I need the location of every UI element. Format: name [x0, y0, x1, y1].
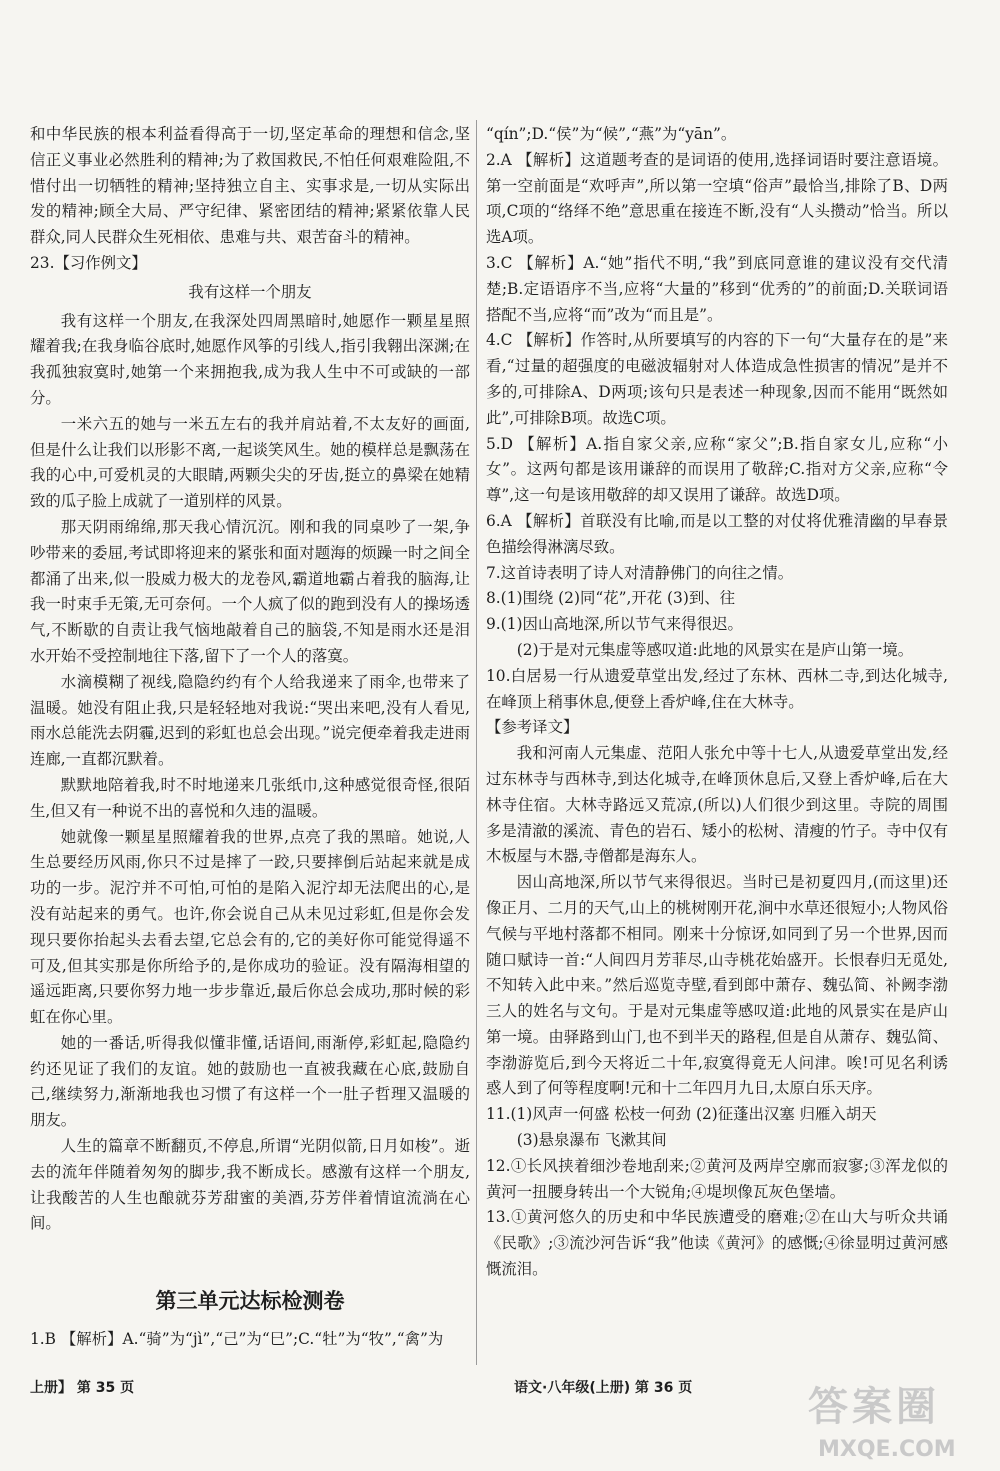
answer-7: 7.这首诗表明了诗人对清静佛门的向往之情。 [486, 563, 794, 582]
reference-translation-label: 【参考译文】 [486, 718, 579, 737]
footer-right-page-number: 语文·八年级(上册) 第 36 页 [514, 1380, 693, 1396]
answer-13: 13.①黄河悠久的历史和中华民族遭受的磨难;②在山大与听众共诵《民歌》;③流沙河告诉“我”他读《黄河》的感慨;④徐显明过黄河感慨流泪。 [486, 1208, 948, 1279]
column-divider [476, 120, 477, 1365]
right-column [486, 122, 948, 1283]
section-title: 第三单元达标检测卷 [155, 1289, 345, 1314]
essay-paragraph: 水滴模糊了视线,隐隐约约有个人给我递来了雨伞,也带来了温暖。她没有阻止我,只是轻轻地对我说:“哭出来吧,没有人看见,雨水总能洗去阴霾,迟到的彩虹也总会出现。”说完便牵着我走进雨连廊,一直都沉默着。 [30, 672, 470, 769]
answer-9-part-2: (2)于是对元集虚等感叹道:此地的风景实在是庐山第一境。 [516, 640, 914, 659]
translation-paragraph: 因山高地深,所以节气来得很迟。当时已是初夏四月,(而这里)还像正月、二月的天气,山上的桃树刚开花,涧中水草还很短小;人物风俗气候与平地村落都不相同。刚来十分惊讶,如同到了另一个世界,因而随口赋诗一首:“人间四月芳菲尽,山寺桃花始盛开。长恨春归无觅处,不知转入此中来。”然后巡览寺壁,看到郎中萧存、魏弘简、补阙李渤三人的姓名与文句。于是对元集虚等感叹道:此地的风景实在是庐山第一境。由驿路到山门,也不到半天的路程,但是自从萧存、魏弘简、李渤游览后,到今天将近二十年,寂寞得竟无人问津。唉!可见名利诱惑人到了何等程度啊!元和十二年四月九日,太原白乐天序。 [486, 873, 948, 1098]
footer-left-page-number: 上册】 第 35 页 [30, 1380, 135, 1396]
left-column [30, 122, 470, 1353]
watermark-url: MXQE.COM [818, 1437, 956, 1462]
essay-paragraph: 一米六五的她与一米五左右的我并肩站着,不太友好的画面,但是什么让我们以形影不离,一起谈笑风生。她的模样总是飘荡在我的心中,可爱机灵的大眼睛,两颗尖尖的牙齿,挺立的鼻梁在她精致的瓜子脸上成就了一道别样的风景。 [30, 414, 470, 511]
answer-8: 8.(1)围绕 (2)同“花”,开花 (3)到、往 [486, 589, 736, 608]
answer-11-part-1: 11.(1)风声一何盛 松枝一何劲 (2)征蓬出汉塞 归雁入胡天 [486, 1105, 877, 1124]
translation-paragraph: 我和河南人元集虚、范阳人张允中等十七人,从遗爱草堂出发,经过东林寺与西林寺,到达化城寺,在峰顶休息后,又登上香炉峰,后在大林寺住宿。大林寺路远又荒凉,(所以)人们很少到这里。寺院的周围多是清澈的溪流、青色的岩石、矮小的松树、清瘦的竹子。寺中仅有木板屋与木器,寺僧都是海东人。 [486, 744, 948, 866]
answer-continuation: 和中华民族的根本利益看得高于一切,坚定革命的理想和信念,坚信正义事业必然胜利的精神;为了救国救民,不怕任何艰难险阻,不惜付出一切牺牲的精神;坚持独立自主、实事求是,一切从实际出发的精神;顾全大局、严守纪律、紧密团结的精神;紧紧依靠人民群众,同人民群众生死相依、患难与共、艰苦奋斗的精神。 [30, 125, 470, 247]
question-23-label: 23.【习作例文】 [30, 253, 147, 272]
essay-paragraph: 我有这样一个朋友,在我深处四周黑暗时,她愿作一颗星星照耀着我;在我身临谷底时,她愿作风筝的引线人,指引我翱出深渊;在我孤独寂寞时,她第一个来拥抱我,成为我人生中不可或缺的一部分。 [30, 311, 470, 407]
answer-3: 3.C 【解析】A.“她”指代不明,“我”到底同意谁的建议没有交代清楚;B.定语语序不当,应将“大量的”移到“优秀的”的前面;D.关联词语搭配不当,应将“而”改为“而且是”。 [486, 253, 948, 324]
essay-paragraph: 那天阴雨绵绵,那天我心情沉沉。刚和我的同桌吵了一架,争吵带来的委屈,考试即将迎来的紧张和面对题海的烦躁一时之间全都涌了出来,似一股威力极大的龙卷风,霸道地霸占着我的脑海,让我一时束手无策,无可奈何。一个人疯了似的跑到没有人的操场透气,不断歇的自责让我气恼地敲着自己的脑袋,不知是雨水还是泪水开始不受控制地往下落,留下了一个人的落寞。 [30, 517, 470, 665]
answer-4: 4.C 【解析】作答时,从所要填写的内容的下一句“大量存在的是”来看,“过量的超强度的电磁波辐射对人体造成急性损害的情况”是并不多的,可排除A、D两项;该句只是表述一种现象,因而不能用“既然如此”,可排除B项。故选C项。 [486, 331, 948, 427]
answer-11-part-2: (3)悬泉瀑布 飞漱其间 [516, 1131, 667, 1150]
answer-1: 1.B 【解析】A.“骑”为“jì”,“己”为“巳”;C.“牡”为“牧”,“禽”为 [30, 1330, 444, 1349]
answer-9-part-1: 9.(1)因山高地深,所以节气来得很迟。 [486, 615, 743, 634]
watermark-logo [780, 1375, 980, 1465]
essay-title: 我有这样一个朋友 [188, 282, 312, 301]
answer-1-continuation: “qín”;D.“侯”为“候”,“燕”为“yān”。 [486, 125, 737, 143]
essay-paragraph: 她的一番话,听得我似懂非懂,话语间,雨渐停,彩虹起,隐隐约约还见证了我们的友谊。她的鼓励也一直被我藏在心底,鼓励自己,继续努力,渐渐地我也习惯了有这样一个一肚子哲理又温暖的朋友。 [30, 1033, 470, 1130]
answer-5: 5.D 【解析】A.指自家父亲,应称“家父”;B.指自家女儿,应称“小女”。这两句都是该用谦辞的而误用了敬辞;C.指对方父亲,应称“令尊”,这一句是该用敬辞的却又误用了谦辞。故选D项。 [486, 434, 948, 505]
essay-paragraph: 人生的篇章不断翻页,不停息,所谓“光阴似箭,日月如梭”。逝去的流年伴随着匆匆的脚步,我不断成长。感激有这样一个朋友,让我酸苦的人生也酿就芬芳甜蜜的美酒,芬芳伴着情谊流淌在心间。 [30, 1137, 470, 1233]
essay-paragraph: 默默地陪着我,时不时地递来几张纸巾,这种感觉很奇怪,很陌生,但又有一种说不出的喜悦和久违的温暖。 [30, 775, 470, 820]
watermark-text: 答案圈 [808, 1384, 940, 1430]
answer-10: 10.白居易一行从遗爱草堂出发,经过了东林、西林二寺,到达化城寺,在峰顶上稍事休息,便登上香炉峰,住在大林寺。 [486, 666, 948, 711]
answer-2: 2.A 【解析】这道题考查的是词语的使用,选择词语时要注意语境。第一空前面是“欢呼声”,所以第一空填“俗声”最恰当,排除了B、D两项,C项的“络绎不绝”意思重在接连不断,没有“人头攒动”恰当。所以选A项。 [486, 150, 948, 247]
answer-6: 6.A 【解析】首联没有比喻,而是以工整的对仗将优雅清幽的早春景色描绘得淋漓尽致。 [486, 511, 948, 556]
answer-12: 12.①长风挟着细沙卷地刮来;②黄河及两岸空廓而寂寥;③浑龙似的黄河一扭腰身转出一个大锐角;④堤坝像瓦灰色堡墙。 [486, 1156, 948, 1201]
essay-paragraph: 她就像一颗星星照耀着我的世界,点亮了我的黑暗。她说,人生总要经历风雨,你只不过是摔了一跤,只要摔倒后站起来就是成功的一步。泥泞并不可怕,可怕的是陷入泥泞却无法爬出的心,是没有站起来的勇气。也许,你会说自己从未见过彩虹,但是你会发现只要你抬起头去看去望,它总会有的,它的美好你可能觉得遥不可及,但其实那是你所给予的,是你成功的验证。没有隔海相望的遥远距离,只要你努力地一步步靠近,最后你总会成功,那时候的彩虹在你心里。 [30, 827, 470, 1027]
